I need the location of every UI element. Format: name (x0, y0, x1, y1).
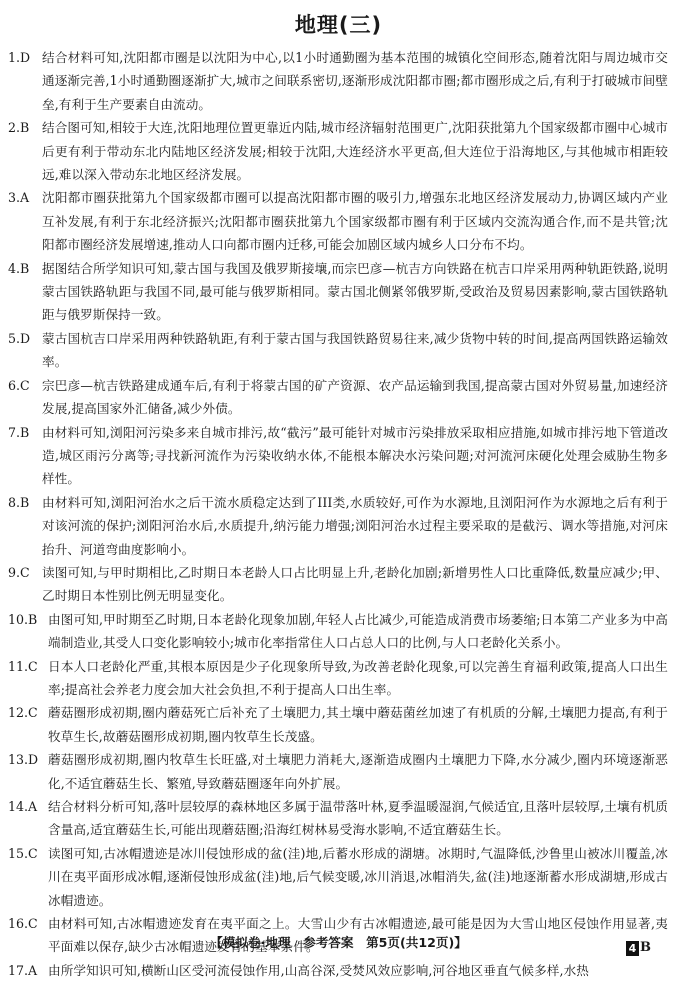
answer-number: 11.C (8, 658, 38, 674)
footer-text: 【模拟卷·地理 参考答案 第5页(共12页)】 (210, 935, 467, 950)
answer-explanation: 蘑菇圈形成初期,圈内牧草生长旺盛,对土壤肥力消耗大,逐渐造成圈内土壤肥力下降,水分减少,圈内环境逐渐恶化,不适宜蘑菇生长、繁殖,导致蘑菇圈逐年向外扩展。 (48, 752, 668, 791)
answer-item (8, 701, 668, 748)
answer-explanation: 日本人口老龄化严重,其根本原因是少子化现象所导致,为改善老龄化现象,可以完善生育福利政策,提高人口出生率;提高社会养老力度会加大社会负担,不利于提高人口出生率。 (48, 658, 668, 697)
answer-item (8, 795, 668, 842)
answer-explanation: 结合材料分析可知,落叶层较厚的森林地区多属于温带落叶林,夏季温暖湿润,气候适宜,且落叶层较厚,土壤有机质含量高,适宜蘑菇生长,可能出现蘑菇圈;沿海红树林易受海水影响,不适宜蘑菇生长。 (48, 799, 668, 838)
answer-number: 4.B (8, 260, 30, 276)
answer-number: 8.B (8, 494, 30, 510)
answer-number: 10.B (8, 611, 38, 627)
answer-explanation: 由材料可知,古冰帽遗迹发育在夷平面之上。大雪山少有古冰帽遗迹,最可能是因为大雪山地区侵蚀作用显著,夷平面难以保存,缺少古冰帽遗迹发育的基本条件。 (48, 916, 668, 955)
answer-explanation: 由图可知,甲时期至乙时期,日本老龄化现象加剧,年轻人占比减少,可能造成消费市场萎缩;日本第二产业多为中高端制造业,其受人口变化影响较小;城市化率指常住人口占总人口的比例,与人口老龄化关系小。 (48, 611, 668, 651)
answer-number: 12.C (8, 705, 38, 721)
answer-number: 13.D (8, 752, 39, 768)
answer-explanation: 蘑菇圈形成初期,圈内蘑菇死亡后补充了土壤肥力,其土壤中蘑菇菌丝加速了有机质的分解,土壤肥力提高,有利于牧草生长,故蘑菇圈形成初期,圈内牧草生长茂盛。 (48, 705, 668, 744)
answer-explanation: 沈阳都市圈获批第九个国家级都市圈可以提高沈阳都市圈的吸引力,增强东北地区经济发展动力,协调区域内产业互补发展,有利于东北经济振兴;沈阳都市圈获批第九个国家级都市圈有利于区域内交流沟通合作,而不是共管;沈阳都市圈经济发展增速,推动人口向都市圈内迁移,可能会加剧区域内城乡人口分布不均。 (42, 190, 668, 253)
answer-item (8, 327, 668, 374)
answer-explanation: 由所学知识可知,横断山区受河流侵蚀作用,山高谷深,受焚风效应影响,河谷地区垂直气候多样,水热 (48, 962, 589, 978)
answer-explanation: 据图结合所学知识可知,蒙古国与我国及俄罗斯接壤,而宗巴彦—杭吉方向铁路在杭吉口岸采用两种轨距铁路,说明蒙古国铁路轨距与我国不同,最可能与俄罗斯相同。蒙古国北侧紧邻俄罗斯,受政治及贸易因素影响,蒙古国铁路轨距与俄罗斯保持一致。 (42, 260, 668, 323)
answer-item (8, 655, 668, 702)
answer-list (8, 46, 668, 982)
answer-explanation: 由材料可知,浏阳河治水之后干流水质稳定达到了III类,水质较好,可作为水源地,且浏阳河作为水源地之后有利于对该河流的保护;浏阳河治水后,水质提升,纳污能力增强;浏阳河治水过程主要采取的是截污、调水等措施,对河床抬升、河道弯曲度影响小。 (42, 494, 668, 557)
answer-number: 1.D (8, 50, 31, 65)
answer-number: 7.B (8, 424, 30, 440)
answer-number: 9.C (8, 564, 30, 580)
answer-item (8, 186, 668, 256)
answer-number: 3.A (8, 190, 30, 206)
page-footer (0, 930, 677, 956)
answer-item (8, 257, 668, 327)
answer-number: 15.C (8, 845, 38, 861)
answer-item (8, 374, 668, 421)
answer-number: 6.C (8, 377, 30, 393)
answer-item (8, 421, 668, 491)
answer-explanation: 结合材料可知,沈阳都市圈是以沈阳为中心,以1小时通勤圈为基本范围的城镇化空间形态,随着沈阳与周边城市交通逐渐完善,1小时通勤圈逐渐扩大,城市之间联系密切,逐渐形成沈阳都市圈;都市圈形成之后,有利于打破城市间壁垒,有利于生产要素自由流动。 (42, 50, 668, 112)
answer-item (8, 491, 668, 561)
answer-item (8, 561, 668, 608)
answer-item (8, 842, 668, 912)
answer-item (8, 959, 668, 982)
answer-item (8, 46, 668, 116)
answer-number: 16.C (8, 916, 38, 932)
edition-badge (626, 935, 651, 961)
answer-number: 2.B (8, 120, 30, 136)
answer-item (8, 116, 668, 186)
answer-explanation: 读图可知,古冰帽遗迹是冰川侵蚀形成的盆(洼)地,后蓄水形成的湖塘。冰期时,气温降低,沙鲁里山被冰川覆盖,冰川在夷平面形成冰帽,逐渐侵蚀形成盆(洼)地,后气候变暖,冰川消退,冰帽消失,盆(洼)地逐渐蓄水形成湖塘,形成古冰帽遗迹。 (48, 845, 668, 908)
edition-badge-letter: B (640, 940, 651, 955)
answer-explanation: 宗巴彦—杭吉铁路建成通车后,有利于将蒙古国的矿产资源、农产品运输到我国,提高蒙古国对外贸易量,加速经济发展,提高国家外汇储备,减少外债。 (42, 377, 668, 417)
page-title: 地理(三) (294, 13, 383, 37)
answer-explanation: 由材料可知,浏阳河污染多来自城市排污,故“截污”最可能针对城市污染排放采取相应措施,如城市排污地下管道改造,城区雨污分离等;寻找新河流作为污染收纳水体,不能根本解决水污染问题;对河流河床硬化处理会威胁生物多样性。 (42, 424, 668, 487)
answer-number: 14.A (8, 799, 38, 814)
answer-number: 17.A (8, 962, 38, 978)
answer-explanation: 结合图可知,相较于大连,沈阳地理位置更靠近内陆,城市经济辐射范围更广,沈阳获批第九个国家级都市圈中心城市后更有利于带动东北内陆地区经济发展;相较于沈阳,大连经济水平更高,但大连位于沿海地区,与其他城市相距较远,难以深入带动东北地区经济发展。 (42, 120, 668, 183)
answer-item (8, 608, 668, 655)
answer-item (8, 748, 668, 795)
answer-number: 5.D (8, 330, 31, 346)
answer-explanation: 蒙古国杭吉口岸采用两种铁路轨距,有利于蒙古国与我国铁路贸易往来,减少货物中转的时间,提高两国铁路运输效率。 (42, 330, 668, 370)
edition-badge-number: 4 (626, 941, 639, 956)
answer-explanation: 读图可知,与甲时期相比,乙时期日本老龄人口占比明显上升,老龄化加剧;新增男性人口比重降低,数量应减少;甲、乙时期日本性别比例无明显变化。 (42, 564, 668, 604)
